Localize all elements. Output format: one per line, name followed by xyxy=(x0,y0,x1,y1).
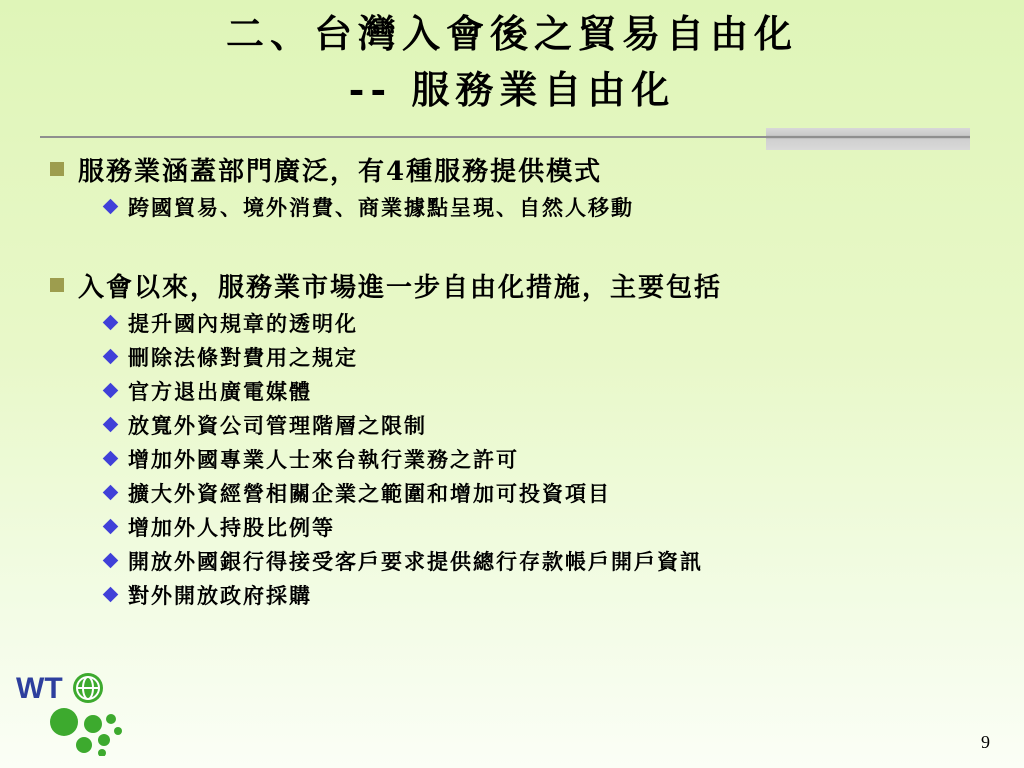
square-bullet-icon xyxy=(50,162,64,176)
diamond-bullet-icon xyxy=(103,519,119,535)
logo-dot xyxy=(98,734,110,746)
square-bullet-icon xyxy=(50,278,64,292)
logo-dot xyxy=(76,737,92,753)
bullet-level2 xyxy=(102,309,358,339)
diamond-bullet-icon xyxy=(103,383,119,399)
bullet-text: 增加外人持股比例等 xyxy=(128,515,335,540)
wto-logo-text: WT xyxy=(16,672,63,705)
bullet-text: 增加外國專業人士來台執行業務之許可 xyxy=(128,447,519,472)
diamond-bullet-icon xyxy=(103,485,119,501)
diamond-bullet-icon xyxy=(103,553,119,569)
bullet-text: 開放外國銀行得接受客戶要求提供總行存款帳戶開戶資訊 xyxy=(128,549,703,574)
bullet-level2 xyxy=(102,513,335,543)
title-divider-accent xyxy=(766,128,970,150)
title-line-2: -- 服務業自由化 xyxy=(348,67,676,112)
logo-dot xyxy=(50,708,78,736)
logo-dot xyxy=(98,749,106,756)
bullet-level2 xyxy=(102,581,312,611)
page-number: 9 xyxy=(981,732,990,752)
logo-dot xyxy=(114,727,122,735)
bullet-level2 xyxy=(102,377,312,407)
bullet-text: 刪除法條對費用之規定 xyxy=(128,345,358,370)
bullet-text: 對外開放政府採購 xyxy=(128,583,312,608)
bullet-level2 xyxy=(102,547,703,577)
bullet-level2 xyxy=(102,193,634,223)
bullet-level2 xyxy=(102,445,519,475)
bullet-text: 擴大外資經營相關企業之範圍和增加可投資項目 xyxy=(128,481,611,506)
wto-logo xyxy=(14,664,126,756)
bullet-text: 提升國內規章的透明化 xyxy=(128,311,358,336)
diamond-bullet-icon xyxy=(103,451,119,467)
bullet-text: 跨國貿易、境外消費、商業據點呈現、自然人移動 xyxy=(128,195,634,220)
bullet-level1 xyxy=(50,270,722,306)
logo-dot xyxy=(84,715,102,733)
diamond-bullet-icon xyxy=(103,315,119,331)
bullet-text: 服務業涵蓋部門廣泛，有4種服務提供模式 xyxy=(78,157,603,187)
bullet-level1 xyxy=(50,154,602,190)
bullet-text: 官方退出廣電媒體 xyxy=(128,379,312,404)
title-line-1: 二、台灣入會後之貿易自由化 xyxy=(225,11,798,56)
logo-dot xyxy=(106,714,116,724)
diamond-bullet-icon xyxy=(103,349,119,365)
diamond-bullet-icon xyxy=(103,417,119,433)
bullet-level2 xyxy=(102,479,611,509)
bullet-level2 xyxy=(102,343,358,373)
bullet-text: 入會以來，服務業市場進一步自由化措施，主要包括 xyxy=(78,273,723,303)
diamond-bullet-icon xyxy=(103,587,119,603)
bullet-text: 放寬外資公司管理階層之限制 xyxy=(128,413,427,438)
bullet-level2 xyxy=(102,411,427,441)
diamond-bullet-icon xyxy=(103,199,119,215)
slide-title xyxy=(0,6,1024,118)
